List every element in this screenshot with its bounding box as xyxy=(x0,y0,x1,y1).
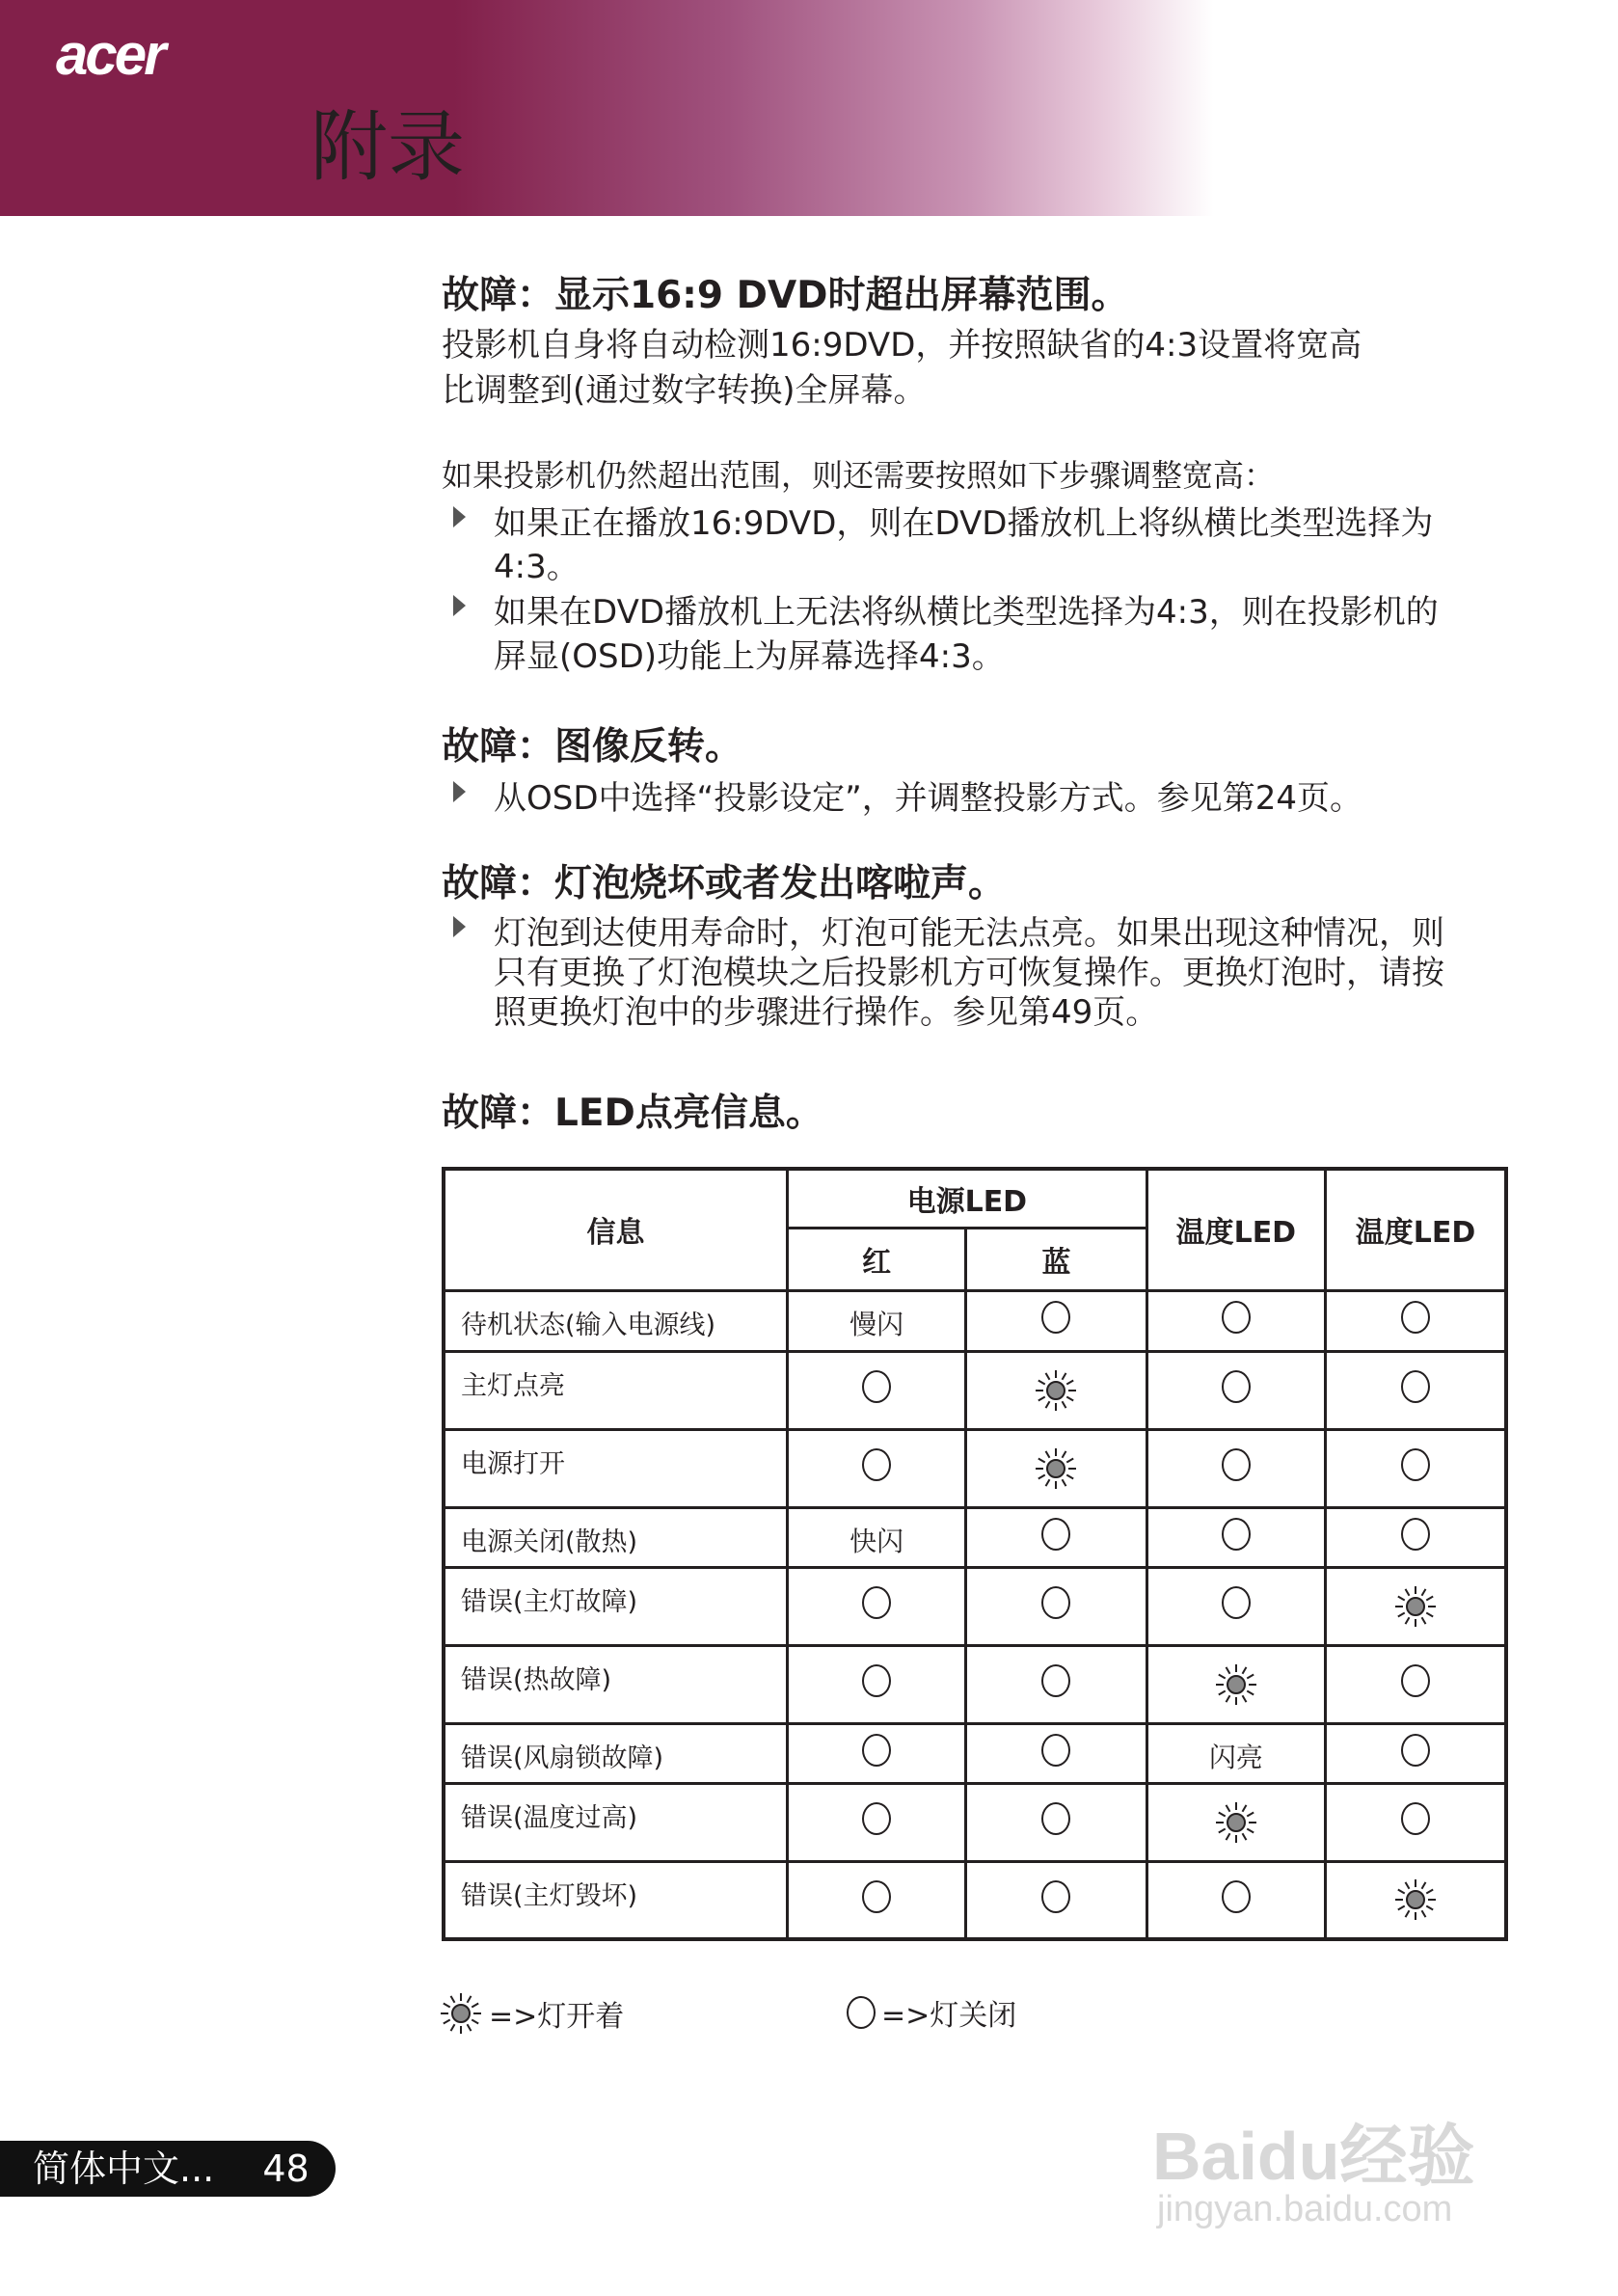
row-message: 待机状态(输入电源线) xyxy=(444,1290,788,1351)
footer-language: 简体中文... xyxy=(33,2147,215,2190)
header-info: 信息 xyxy=(444,1169,788,1290)
header-temp-led-2: 温度LED xyxy=(1326,1169,1506,1290)
header-temp-led-1: 温度LED xyxy=(1146,1169,1325,1290)
bullet-line: 灯泡到达使用寿命时，灯泡可能无法点亮。如果出现这种情况，则 xyxy=(494,914,1444,953)
light-on-icon xyxy=(1146,1645,1325,1723)
status-text: 慢闪 xyxy=(788,1290,966,1351)
page-footer xyxy=(0,2141,336,2197)
light-on-icon xyxy=(966,1429,1146,1507)
baidu-watermark-url: jingyan.baidu.com xyxy=(1157,2189,1453,2229)
section-title: 故障：图像反转。 xyxy=(442,725,743,769)
light-off-icon xyxy=(1326,1351,1506,1429)
light-off-icon xyxy=(966,1507,1146,1567)
table-row xyxy=(444,1723,1506,1783)
header-red: 红 xyxy=(788,1228,966,1290)
legend-on xyxy=(439,1991,624,2036)
light-off-icon xyxy=(966,1567,1146,1645)
light-off-icon xyxy=(788,1567,966,1645)
light-off-icon xyxy=(1326,1290,1506,1351)
section-title: 故障：灯泡烧坏或者发出喀啦声。 xyxy=(442,862,1007,905)
bullet-line: 照更换灯泡中的步骤进行操作。参见第49页。 xyxy=(494,993,1159,1032)
legend-off xyxy=(847,1991,1016,2034)
bullet-line: 4:3。 xyxy=(494,548,580,586)
light-off-icon xyxy=(788,1723,966,1783)
row-message: 错误(热故障) xyxy=(444,1645,788,1723)
bullet-arrow-icon xyxy=(453,781,466,802)
legend-on-label: =>灯开着 xyxy=(489,2000,625,2034)
light-on-icon xyxy=(439,1991,483,2036)
header-power-led: 电源LED xyxy=(788,1169,1147,1228)
light-off-icon xyxy=(847,1996,876,2029)
status-text: 闪亮 xyxy=(1146,1723,1325,1783)
chapter-title: 附录 xyxy=(310,102,465,192)
header-blue: 蓝 xyxy=(966,1228,1146,1290)
light-off-icon xyxy=(1146,1351,1325,1429)
light-off-icon xyxy=(966,1290,1146,1351)
light-off-icon xyxy=(788,1351,966,1429)
row-message: 主灯点亮 xyxy=(444,1351,788,1429)
row-message: 错误(主灯故障) xyxy=(444,1567,788,1645)
light-off-icon xyxy=(1326,1645,1506,1723)
row-message: 错误(风扇锁故障) xyxy=(444,1723,788,1783)
light-off-icon xyxy=(788,1645,966,1723)
light-off-icon xyxy=(1146,1290,1325,1351)
table-row xyxy=(444,1507,1506,1567)
bullet-line: 只有更换了灯泡模块之后投影机方可恢复操作。更换灯泡时，请按 xyxy=(494,954,1444,992)
bullet-arrow-icon xyxy=(453,506,466,527)
bullet-line: 屏显(OSD)功能上为屏幕选择4:3。 xyxy=(494,637,1005,676)
row-message: 电源关闭(散热) xyxy=(444,1507,788,1567)
section-title: 故障：LED点亮信息。 xyxy=(442,1092,823,1135)
light-off-icon xyxy=(966,1783,1146,1861)
acer-logo: acer xyxy=(56,22,164,87)
light-on-icon xyxy=(966,1351,1146,1429)
light-off-icon xyxy=(1146,1567,1325,1645)
table-row xyxy=(444,1567,1506,1645)
light-off-icon xyxy=(788,1429,966,1507)
light-on-icon xyxy=(1326,1567,1506,1645)
light-off-icon xyxy=(1326,1429,1506,1507)
table-row xyxy=(444,1429,1506,1507)
row-message: 错误(温度过高) xyxy=(444,1783,788,1861)
table-row xyxy=(444,1783,1506,1861)
light-off-icon xyxy=(1326,1723,1506,1783)
table-row xyxy=(444,1351,1506,1429)
light-off-icon xyxy=(1146,1429,1325,1507)
light-off-icon xyxy=(788,1861,966,1939)
light-off-icon xyxy=(966,1861,1146,1939)
paragraph-line: 如果投影机仍然超出范围，则还需要按照如下步骤调整宽高： xyxy=(442,457,1276,494)
led-table xyxy=(442,1167,1508,1941)
table-row xyxy=(444,1645,1506,1723)
bullet-line: 如果在DVD播放机上无法将纵横比类型选择为4:3，则在投影机的 xyxy=(494,593,1439,632)
light-off-icon xyxy=(1146,1861,1325,1939)
legend-off-label: =>灯关闭 xyxy=(881,1999,1017,2033)
bullet-arrow-icon xyxy=(453,916,466,937)
light-on-icon xyxy=(1146,1783,1325,1861)
header-banner xyxy=(0,0,1618,216)
baidu-watermark: Baidu经验 xyxy=(1152,2119,1475,2194)
bullet-line: 如果正在播放16:9DVD，则在DVD播放机上将纵横比类型选择为 xyxy=(494,504,1434,543)
light-off-icon xyxy=(966,1723,1146,1783)
light-off-icon xyxy=(1326,1783,1506,1861)
page-number: 48 xyxy=(262,2147,310,2190)
paragraph-line: 比调整到(通过数字转换)全屏幕。 xyxy=(442,371,927,410)
row-message: 错误(主灯毁坏) xyxy=(444,1861,788,1939)
bullet-line: 从OSD中选择“投影设定”，并调整投影方式。参见第24页。 xyxy=(494,779,1363,818)
light-off-icon xyxy=(788,1783,966,1861)
light-off-icon xyxy=(966,1645,1146,1723)
light-off-icon xyxy=(1146,1507,1325,1567)
light-on-icon xyxy=(1326,1861,1506,1939)
bullet-arrow-icon xyxy=(453,595,466,616)
table-row xyxy=(444,1861,1506,1939)
section-title: 故障：显示16:9 DVD时超出屏幕范围。 xyxy=(442,274,1129,317)
table-row xyxy=(444,1290,1506,1351)
row-message: 电源打开 xyxy=(444,1429,788,1507)
status-text: 快闪 xyxy=(788,1507,966,1567)
light-off-icon xyxy=(1326,1507,1506,1567)
paragraph-line: 投影机自身将自动检测16:9DVD，并按照缺省的4:3设置将宽高 xyxy=(442,326,1362,365)
